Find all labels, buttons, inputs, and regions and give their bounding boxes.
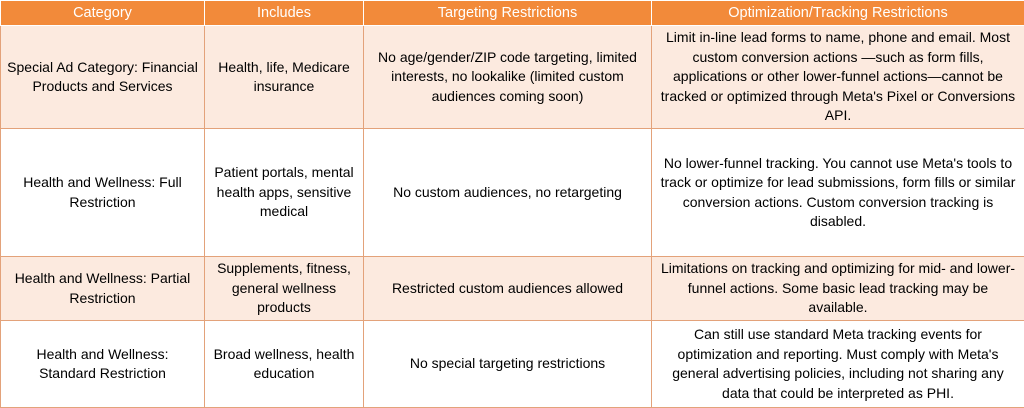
targeting-cell: Restricted custom audiences allowed <box>364 257 652 321</box>
includes-cell: Health, life, Medicare insurance <box>205 26 364 129</box>
category-cell: Health and Wellness: Standard Restriction <box>1 321 205 408</box>
category-cell: Health and Wellness: Full Restriction <box>1 129 205 257</box>
targeting-cell: No age/gender/ZIP code targeting, limited interests, no lookalike (limited custom audiences coming soon) <box>364 26 652 129</box>
includes-cell: Supplements, fitness, general wellness products <box>205 257 364 321</box>
header-category: Category <box>1 1 205 26</box>
includes-cell: Patient portals, mental health apps, sensitive medical <box>205 129 364 257</box>
tracking-cell: Can still use standard Meta tracking events for optimization and reporting. Must comply with Meta's general advertising policies, including not sharing any data that could be interpreted as PHI. <box>652 321 1024 408</box>
table-row <box>1 129 1024 257</box>
table-row <box>1 257 1024 321</box>
tracking-cell: No lower-funnel tracking. You cannot use Meta's tools to track or optimize for lead submissions, form fills or similar conversion actions. Custom conversion tracking is disabled. <box>652 129 1024 257</box>
header-includes: Includes <box>205 1 364 26</box>
header-row <box>1 1 1024 26</box>
header-optimization-tracking-restrictions: Optimization/Tracking Restrictions <box>652 1 1024 26</box>
category-cell: Special Ad Category: Financial Products and Services <box>1 26 205 129</box>
category-cell: Health and Wellness: Partial Restriction <box>1 257 205 321</box>
table-row <box>1 26 1024 129</box>
header-targeting-restrictions: Targeting Restrictions <box>364 1 652 26</box>
table-row <box>1 321 1024 408</box>
includes-cell: Broad wellness, health education <box>205 321 364 408</box>
targeting-cell: No special targeting restrictions <box>364 321 652 408</box>
targeting-cell: No custom audiences, no retargeting <box>364 129 652 257</box>
tracking-cell: Limit in-line lead forms to name, phone and email. Most custom conversion actions —such as form fills, applications or other lower-funnel actions—cannot be tracked or optimized through Meta's Pixel or Conversions API. <box>652 26 1024 129</box>
tracking-cell: Limitations on tracking and optimizing for mid- and lower-funnel actions. Some basic lead tracking may be available. <box>652 257 1024 321</box>
